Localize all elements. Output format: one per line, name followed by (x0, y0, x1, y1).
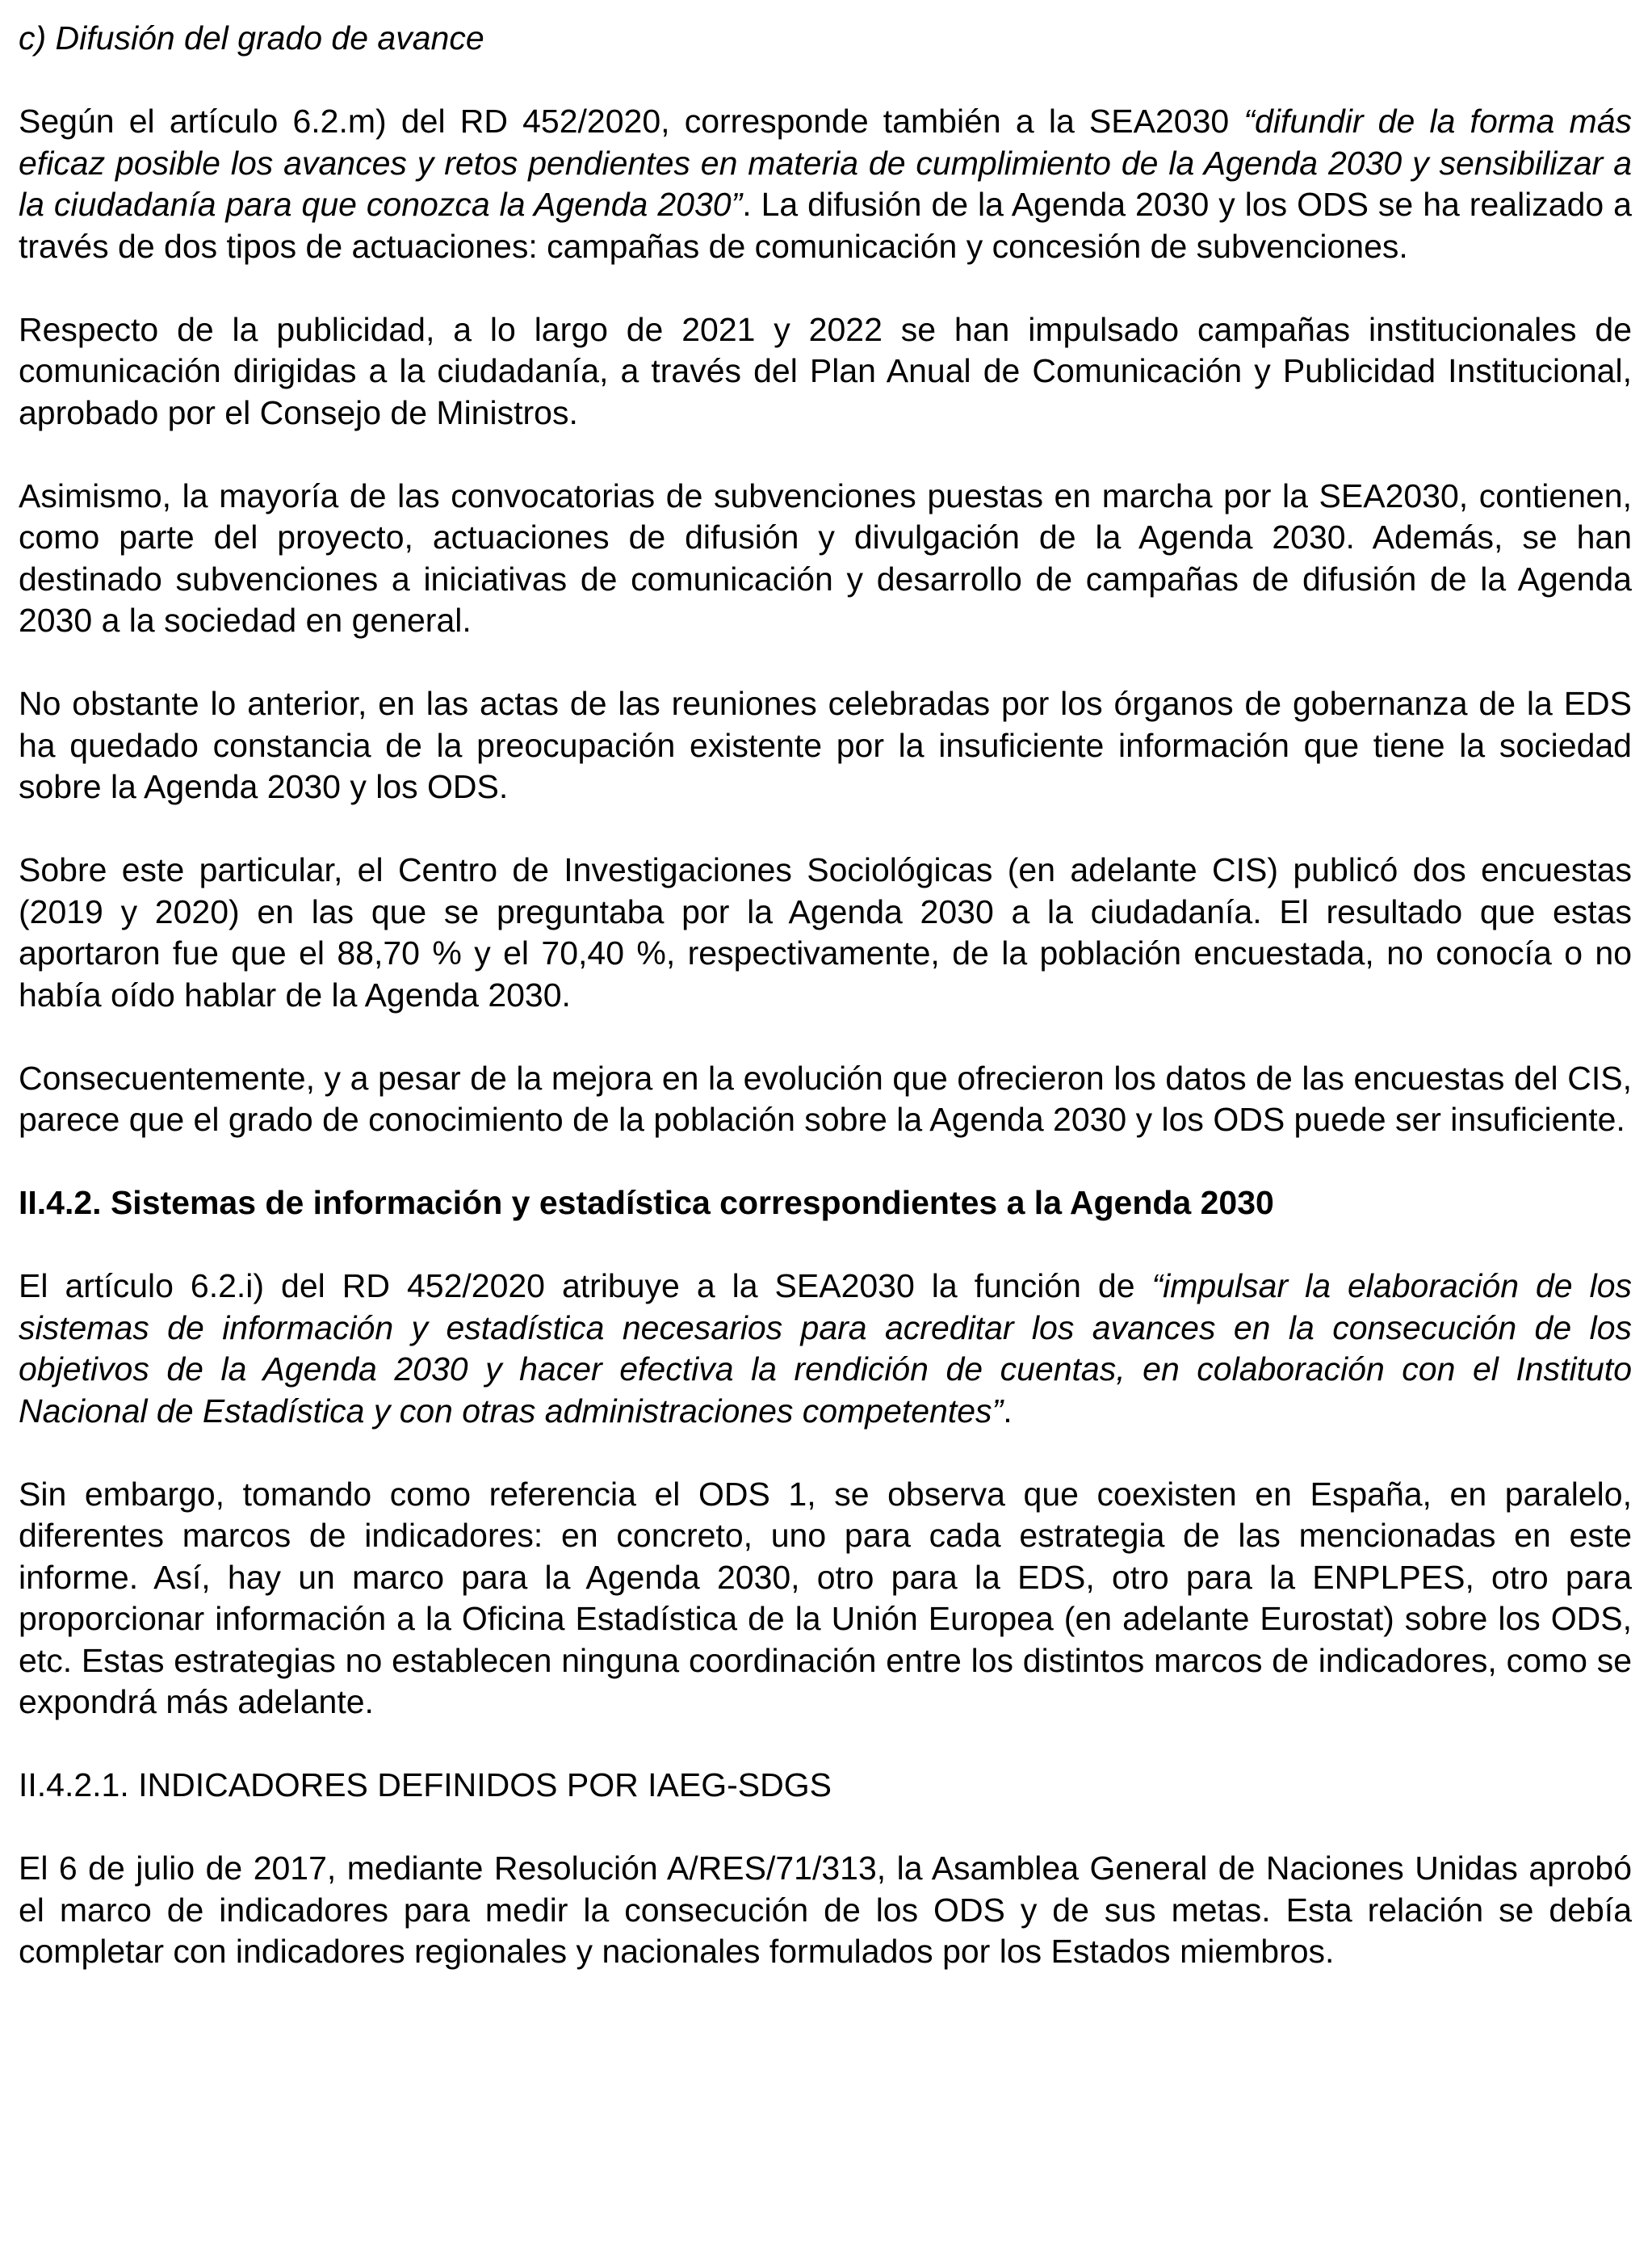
paragraph-marcos-indicadores: Sin embargo, tomando como referencia el ODS 1, se observa que coexisten en España, en paralelo, diferentes marcos de indicadores: en concreto, uno para cada estrategia de las mencionadas en este informe. Así, hay un marco para la Agenda 2030, otro para la EDS, otro para la ENPLPES, otro para proporcionar información a la Oficina Estadística de la Unión Europea (en adelante Eurostat) sobre los ODS, etc. Estas estrategias no establecen ninguna coordinación entre los distintos marcos de indicadores, como se expondrá más adelante. (19, 1475, 1632, 1720)
paragraph-subvenciones: Asimismo, la mayoría de las convocatorias de subvenciones puestas en marcha por la SEA2030, contienen, como parte del proyecto, actuaciones de difusión y divulgación de la Agenda 2030. Además, se han destinado subvenciones a iniciativas de comunicación y desarrollo de campañas de difusión de la Agenda 2030 a la sociedad en general. (19, 477, 1632, 639)
section-heading-ii-4-2-1: II.4.2.1. INDICADORES DEFINIDOS POR IAEG-SDGS (19, 1766, 832, 1803)
quoted-text: “impulsar la elaboración de los sistemas de información y estadística necesarios para acreditar los avances en la consecución de los objetivos de la Agenda 2030 y hacer efectiva la rendición de cuentas, en colaboración con el Instituto Nacional de Estadística y con otras administraciones competentes” (19, 1267, 1633, 1430)
paragraph-text: . La difusión de la Agenda 2030 y los ODS se ha realizado a través de dos tipos de actuaciones: campañas de comunicación y concesión de subvenciones. (19, 186, 1632, 265)
paragraph-text: Según el artículo 6.2.m) del RD 452/2020, corresponde también a la SEA2030 (19, 103, 1244, 140)
quoted-text: “difundir de la forma más eficaz posible los avances y retos pendientes en materia de cumplimiento de la Agenda 2030 y sensibilizar a la ciudadanía para que conozca la Agenda 2030” (19, 103, 1632, 223)
paragraph-publicidad: Respecto de la publicidad, a lo largo de 2021 y 2022 se han impulsado campañas institucionales de comunicación dirigidas a la ciudadanía, a través del Plan Anual de Comunicación y Publicidad Institucional, aprobado por el Consejo de Ministros. (19, 310, 1632, 431)
document-page (19, 18, 1632, 2014)
section-c-heading: c) Difusión del grado de avance (19, 19, 484, 57)
paragraph-consecuentemente: Consecuentemente, y a pesar de la mejora en la evolución que ofrecieron los datos de las encuestas del CIS, parece que el grado de conocimiento de la población sobre la Agenda 2030 y los ODS puede ser insuficiente. (19, 1059, 1632, 1138)
paragraph-resolucion-naciones-unidas: El 6 de julio de 2017, mediante Resolución A/RES/71/313, la Asamblea General de Naciones Unidas aprobó el marco de indicadores para medir la consecución de los ODS y de sus metas. Esta relación se debía completar con indicadores regionales y nacionales formulados por los Estados miembros. (19, 1849, 1632, 1970)
paragraph-no-obstante: No obstante lo anterior, en las actas de las reuniones celebradas por los órganos de gobernanza de la EDS ha quedado constancia de la preocupación existente por la insuficiente información que tiene la sociedad sobre la Agenda 2030 y los ODS. (19, 685, 1632, 805)
section-heading-ii-4-2: II.4.2. Sistemas de información y estadística correspondientes a la Agenda 2030 (19, 1184, 1274, 1221)
paragraph-text: . (1003, 1392, 1013, 1430)
paragraph-text: El artículo 6.2.i) del RD 452/2020 atribuye a la SEA2030 la función de (19, 1267, 1152, 1304)
paragraph-rd-article-6-2-i (19, 1266, 1632, 1432)
paragraph-cis-encuestas: Sobre este particular, el Centro de Investigaciones Sociológicas (en adelante CIS) publicó dos encuestas (2019 y 2020) en las que se preguntaba por la Agenda 2030 a la ciudadanía. El resultado que estas aportaron fue que el 88,70 % y el 70,40 %, respectivamente, de la población encuestada, no conocía o no había oído hablar de la Agenda 2030. (19, 851, 1632, 1014)
paragraph-rd-article-6-2-m (19, 101, 1632, 267)
